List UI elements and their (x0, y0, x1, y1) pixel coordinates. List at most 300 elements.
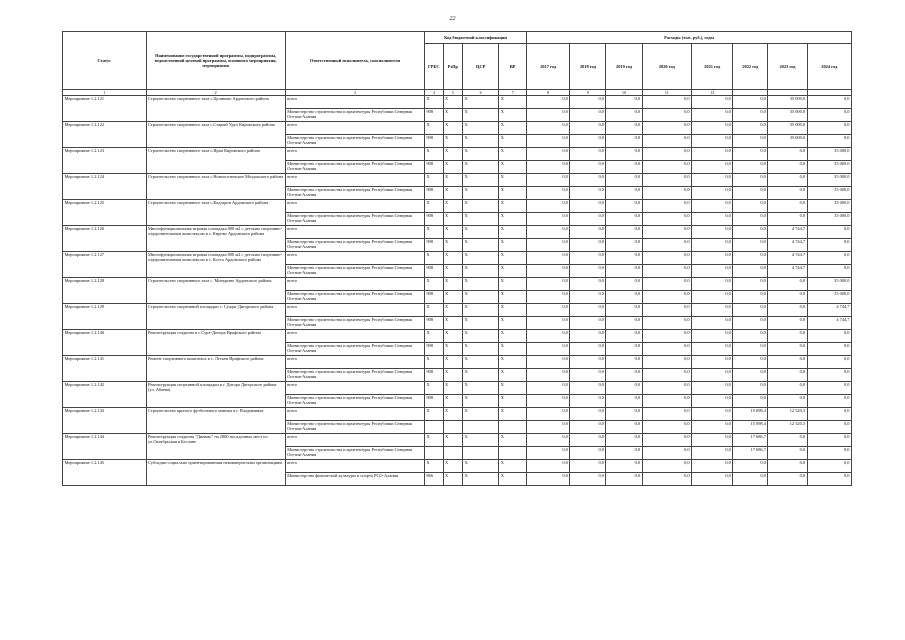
expense-value-cell: 0,0 (807, 330, 851, 343)
column-number: 5 (443, 90, 463, 96)
expense-value-cell: 0,0 (570, 239, 606, 252)
expense-value-cell: 0,0 (768, 291, 807, 304)
expense-value-cell: 0,0 (733, 460, 768, 473)
executor-cell: Министерство строительства и архитектуры Республики Северная Осетия-Алания (285, 447, 424, 460)
executor-cell: всего (285, 226, 424, 239)
budget-code-cell: Х (424, 174, 443, 187)
expense-value-cell: 0,0 (606, 369, 642, 382)
table-row (63, 252, 852, 265)
budget-code-cell: Х (499, 356, 527, 369)
budget-code-cell: Х (424, 304, 443, 317)
budget-code-cell: Х (463, 122, 499, 135)
budget-code-cell: Х (443, 382, 463, 395)
expense-value-cell: 0,0 (807, 135, 851, 148)
budget-code-cell: Х (443, 408, 463, 421)
expense-value-cell: 0,0 (527, 200, 570, 213)
activity-status: Мероприятие 1.2.122 (63, 122, 147, 148)
header-code-grbs: ГРБС (424, 44, 443, 90)
page-number: 22 (449, 16, 456, 22)
expense-value-cell: 0,0 (527, 148, 570, 161)
budget-code-cell: Х (463, 239, 499, 252)
expense-value-cell: 0,0 (642, 187, 692, 200)
expense-value-cell: 0,0 (606, 382, 642, 395)
expense-value-cell: 0,0 (733, 213, 768, 226)
activity-name: Строительство спортивного зала с. Мичурино Ардонского района (146, 278, 285, 304)
activity-name: Строительство спортивной площадки с. Суадаг Дигорского района (146, 304, 285, 330)
budget-code-cell: Х (499, 252, 527, 265)
expense-value-cell: 0,0 (570, 395, 606, 408)
budget-code-cell: Х (443, 109, 463, 122)
budget-code-cell (499, 447, 527, 460)
budget-code-cell: Х (499, 122, 527, 135)
expense-value-cell: 0,0 (733, 291, 768, 304)
budget-code-cell: Х (443, 304, 463, 317)
expense-value-cell: 0,0 (692, 460, 733, 473)
budget-code-cell: Х (463, 265, 499, 278)
budget-code-cell: Х (499, 369, 527, 382)
executor-cell: всего (285, 382, 424, 395)
budget-code-cell (499, 421, 527, 434)
header-expenses: Расходы (тыс. руб.), годы (527, 32, 852, 44)
expense-value-cell: 0,0 (768, 473, 807, 486)
expense-value-cell: 0,0 (733, 252, 768, 265)
budget-code-cell: Х (499, 317, 527, 330)
budget-code-cell: Х (424, 278, 443, 291)
expense-value-cell: 0,0 (642, 278, 692, 291)
expense-value-cell: 0,0 (692, 447, 733, 460)
expense-value-cell: 0,0 (692, 161, 733, 174)
budget-code-cell: Х (463, 343, 499, 356)
column-number: 10 (606, 90, 642, 96)
expense-value-cell: 35 000,0 (768, 109, 807, 122)
executor-cell: всего (285, 174, 424, 187)
executor-cell: Министерство строительства и архитектуры Республики Северная Осетия-Алания (285, 265, 424, 278)
column-number: 1 (63, 90, 147, 96)
budget-code-cell: Х (424, 460, 443, 473)
budget-code-cell: Х (443, 369, 463, 382)
budget-code-cell: Х (424, 382, 443, 395)
expense-value-cell: 35 000,0 (807, 213, 851, 226)
column-number: 12 (692, 90, 733, 96)
expense-value-cell: 0,0 (606, 265, 642, 278)
expense-value-cell: 0,0 (807, 421, 851, 434)
expense-value-cell: 0,0 (768, 161, 807, 174)
expense-value-cell: 0,0 (527, 434, 570, 447)
expense-value-cell: 0,0 (733, 473, 768, 486)
activity-status: Мероприятие 1.2.126 (63, 226, 147, 252)
table-row (63, 148, 852, 161)
budget-code-cell: Х (499, 291, 527, 304)
budget-code-cell: Х (443, 226, 463, 239)
expense-value-cell: 0,0 (527, 135, 570, 148)
expense-value-cell: 0,0 (527, 369, 570, 382)
expense-value-cell: 0,0 (527, 226, 570, 239)
budget-code-cell: Х (424, 148, 443, 161)
activity-name: Субсидии социально ориентированным некоммерческим организациям (146, 460, 285, 486)
budget-code-cell: Х (463, 174, 499, 187)
budget-code-cell (443, 421, 463, 434)
budget-code-cell: Х (499, 109, 527, 122)
activity-status: Мероприятие 1.2.143 (63, 408, 147, 434)
column-number: 3 (285, 90, 424, 96)
budget-code-cell: 908 (424, 369, 443, 382)
expense-value-cell: 0,0 (733, 330, 768, 343)
expense-value-cell: 0,0 (733, 109, 768, 122)
executor-cell: Министерство физической культуры и спорта РСО-Алания (285, 473, 424, 486)
activity-name: Многофункциональная игровая площадка 800 м2 с детским спортивно-оздоровительным комплексом в с. Коста Ардонского района (146, 252, 285, 278)
expense-value-cell: 0,0 (642, 122, 692, 135)
column-number: 7 (499, 90, 527, 96)
expense-value-cell: 0,0 (768, 317, 807, 330)
executor-cell: Министерство строительства и архитектуры Республики Северная Осетия-Алания (285, 161, 424, 174)
expense-value-cell: 35 000,0 (768, 122, 807, 135)
expense-value-cell: 0,0 (807, 434, 851, 447)
executor-cell: Министерство строительства и архитектуры Республики Северная Осетия-Алания (285, 421, 424, 434)
expense-value-cell: 0,0 (733, 135, 768, 148)
expense-value-cell: 0,0 (570, 96, 606, 109)
budget-code-cell: Х (463, 382, 499, 395)
activity-status: Мероприятие 1.2.140 (63, 330, 147, 356)
expense-value-cell: 0,0 (692, 473, 733, 486)
activity-status: Мероприятие 1.2.123 (63, 148, 147, 174)
expense-value-cell: 0,0 (606, 291, 642, 304)
expense-value-cell: 0,0 (606, 161, 642, 174)
expense-value-cell: 0,0 (527, 317, 570, 330)
header-year: 2023 год (768, 44, 807, 90)
column-number: 2 (146, 90, 285, 96)
budget-code-cell: Х (443, 187, 463, 200)
expense-value-cell: 0,0 (692, 434, 733, 447)
budget-code-cell (424, 447, 443, 460)
expense-value-cell: 0,0 (692, 304, 733, 317)
expense-value-cell: 0,0 (642, 239, 692, 252)
expense-value-cell: 17 686,7 (733, 447, 768, 460)
expense-value-cell: 0,0 (606, 460, 642, 473)
expense-value-cell: 0,0 (692, 291, 733, 304)
expense-value-cell: 0,0 (642, 382, 692, 395)
expense-value-cell: 4 744,7 (807, 304, 851, 317)
expense-value-cell: 0,0 (606, 330, 642, 343)
expense-value-cell: 0,0 (692, 330, 733, 343)
budget-code-cell: 908 (424, 395, 443, 408)
budget-code-cell: Х (443, 460, 463, 473)
budget-code-cell: Х (463, 434, 499, 447)
expense-value-cell: 0,0 (733, 239, 768, 252)
expense-value-cell: 0,0 (692, 96, 733, 109)
expense-value-cell: 0,0 (570, 460, 606, 473)
executor-cell: Министерство строительства и архитектуры Республики Северная Осетия-Алания (285, 291, 424, 304)
expense-value-cell: 0,0 (527, 330, 570, 343)
budget-code-cell: Х (463, 369, 499, 382)
expense-value-cell: 0,0 (642, 148, 692, 161)
expense-value-cell: 0,0 (606, 343, 642, 356)
expense-value-cell: 0,0 (606, 408, 642, 421)
expense-value-cell: 0,0 (606, 252, 642, 265)
expense-value-cell: 0,0 (606, 304, 642, 317)
budget-code-cell: Х (443, 343, 463, 356)
expense-value-cell: 0,0 (570, 304, 606, 317)
expense-value-cell: 12 520,3 (768, 421, 807, 434)
expense-value-cell: 0,0 (606, 174, 642, 187)
activity-status: Мероприятие 1.2.141 (63, 356, 147, 382)
expense-value-cell: 0,0 (570, 213, 606, 226)
executor-cell: Министерство строительства и архитектуры Республики Северная Осетия-Алания (285, 317, 424, 330)
expense-value-cell: 0,0 (768, 174, 807, 187)
expense-value-cell: 0,0 (642, 109, 692, 122)
budget-code-cell: Х (463, 226, 499, 239)
table-row (63, 330, 852, 343)
expense-value-cell: 0,0 (527, 473, 570, 486)
expense-value-cell: 0,0 (642, 265, 692, 278)
expense-value-cell: 0,0 (692, 109, 733, 122)
expense-value-cell: 0,0 (692, 213, 733, 226)
expense-value-cell: 0,0 (606, 122, 642, 135)
expense-value-cell: 0,0 (807, 408, 851, 421)
budget-code-cell: Х (499, 161, 527, 174)
header-year: 2017 год (527, 44, 570, 90)
expense-value-cell: 0,0 (692, 226, 733, 239)
expense-value-cell: 0,0 (733, 161, 768, 174)
activity-name: Ремонт спортивного комплекса в с. Лескен Ирафского района (146, 356, 285, 382)
expense-value-cell: 0,0 (527, 278, 570, 291)
expense-value-cell: 0,0 (570, 330, 606, 343)
budget-code-cell: Х (443, 161, 463, 174)
budget-code-cell: Х (443, 473, 463, 486)
budget-code-cell: Х (499, 343, 527, 356)
expense-value-cell: 15 098,4 (733, 421, 768, 434)
expense-value-cell: 0,0 (692, 421, 733, 434)
budget-code-cell (443, 447, 463, 460)
expense-value-cell: 0,0 (642, 304, 692, 317)
expense-value-cell: 0,0 (733, 187, 768, 200)
budget-code-cell: 908 (424, 265, 443, 278)
expense-value-cell: 0,0 (733, 395, 768, 408)
expense-value-cell: 0,0 (807, 460, 851, 473)
expense-value-cell: 0,0 (570, 148, 606, 161)
executor-cell: всего (285, 200, 424, 213)
budget-code-cell: Х (424, 356, 443, 369)
expense-value-cell: 0,0 (807, 109, 851, 122)
budget-code-cell: 908 (424, 135, 443, 148)
expense-value-cell: 0,0 (768, 356, 807, 369)
budget-code-cell: Х (443, 239, 463, 252)
budget-code-cell: Х (424, 330, 443, 343)
budget-code-cell: 908 (424, 317, 443, 330)
expense-value-cell: 0,0 (692, 343, 733, 356)
expense-value-cell: 0,0 (527, 382, 570, 395)
expense-value-cell: 0,0 (606, 96, 642, 109)
expense-value-cell: 0,0 (527, 109, 570, 122)
table-row (63, 174, 852, 187)
budget-code-cell: Х (463, 395, 499, 408)
budget-code-cell: Х (443, 174, 463, 187)
expense-value-cell: 0,0 (527, 343, 570, 356)
expense-value-cell: 0,0 (570, 291, 606, 304)
expense-value-cell: 0,0 (527, 161, 570, 174)
expense-value-cell: 0,0 (527, 122, 570, 135)
expense-value-cell: 0,0 (768, 434, 807, 447)
executor-cell: всего (285, 122, 424, 135)
expense-value-cell: 0,0 (768, 200, 807, 213)
expense-value-cell: 0,0 (570, 408, 606, 421)
executor-cell: Министерство строительства и архитектуры Республики Северная Осетия-Алания (285, 239, 424, 252)
budget-code-cell: Х (463, 304, 499, 317)
budget-code-cell: Х (424, 122, 443, 135)
expense-value-cell: 0,0 (527, 460, 570, 473)
budget-code-cell: Х (499, 278, 527, 291)
expense-value-cell: 35 000,0 (768, 135, 807, 148)
expense-value-cell: 0,0 (733, 174, 768, 187)
budget-code-cell: Х (443, 148, 463, 161)
expense-value-cell: 4 744,7 (768, 252, 807, 265)
budget-code-cell: Х (443, 200, 463, 213)
expense-value-cell: 0,0 (606, 239, 642, 252)
expense-value-cell: 0,0 (570, 200, 606, 213)
header-year: 2020 год (642, 44, 692, 90)
activity-status: Мероприятие 1.2.129 (63, 304, 147, 330)
budget-code-cell: Х (499, 200, 527, 213)
activity-status: Мероприятие 1.2.121 (63, 96, 147, 122)
budget-code-cell: Х (463, 161, 499, 174)
budget-code-cell: Х (463, 473, 499, 486)
expense-value-cell: 0,0 (692, 135, 733, 148)
expense-value-cell: 0,0 (570, 343, 606, 356)
expense-value-cell: 0,0 (768, 460, 807, 473)
table-body (63, 90, 852, 486)
header-name: Наименование государственной программы, подпрограммы, ведомственной целевой программы, основного мероприятия, мероприятия (146, 32, 285, 90)
expense-value-cell: 0,0 (570, 434, 606, 447)
expense-value-cell: 0,0 (527, 187, 570, 200)
header-budget-code: Код бюджетной классификации (424, 32, 526, 44)
expense-value-cell: 0,0 (606, 473, 642, 486)
expense-value-cell: 0,0 (527, 213, 570, 226)
expense-value-cell: 0,0 (570, 135, 606, 148)
expense-value-cell: 4 744,7 (768, 239, 807, 252)
executor-cell: всего (285, 278, 424, 291)
expense-value-cell: 35 000,0 (807, 174, 851, 187)
executor-cell: Министерство строительства и архитектуры Республики Северная Осетия-Алания (285, 187, 424, 200)
activity-name: Строительство спортивного зала с.Кадгарон Ардонского района (146, 200, 285, 226)
expense-value-cell: 0,0 (642, 226, 692, 239)
expense-value-cell: 0,0 (768, 447, 807, 460)
budget-code-cell: Х (463, 109, 499, 122)
activity-name: Строительство спортивного зала с.Цаликово Ардонского района (146, 96, 285, 122)
header-year: 2019 год (606, 44, 642, 90)
expense-value-cell: 0,0 (570, 356, 606, 369)
expense-value-cell: 0,0 (527, 265, 570, 278)
budget-code-cell: Х (443, 122, 463, 135)
budget-code-cell: Х (443, 135, 463, 148)
budget-code-cell: Х (443, 317, 463, 330)
expense-value-cell: 0,0 (642, 161, 692, 174)
expense-value-cell: 0,0 (807, 265, 851, 278)
expense-value-cell: 0,0 (642, 291, 692, 304)
expense-value-cell: 0,0 (606, 187, 642, 200)
expense-value-cell: 0,0 (527, 96, 570, 109)
expense-value-cell: 0,0 (642, 135, 692, 148)
executor-cell: всего (285, 356, 424, 369)
expense-value-cell: 0,0 (733, 317, 768, 330)
expense-value-cell: 0,0 (570, 187, 606, 200)
column-number: 11 (642, 90, 692, 96)
expense-value-cell: 0,0 (642, 200, 692, 213)
expense-value-cell: 0,0 (807, 395, 851, 408)
table-row (63, 200, 852, 213)
budget-code-cell: Х (499, 148, 527, 161)
budget-code-cell: 908 (424, 213, 443, 226)
activity-status: Мероприятие 1.2.127 (63, 252, 147, 278)
executor-cell: всего (285, 252, 424, 265)
activity-status: Мероприятие 1.2.128 (63, 278, 147, 304)
budget-code-cell: Х (463, 252, 499, 265)
executor-cell: всего (285, 434, 424, 447)
expense-value-cell: 4 744,7 (768, 265, 807, 278)
activity-status: Мероприятие 1.2.124 (63, 174, 147, 200)
budget-table (62, 31, 852, 486)
budget-code-cell (463, 447, 499, 460)
expense-value-cell: 0,0 (570, 265, 606, 278)
expense-value-cell: 0,0 (692, 187, 733, 200)
expense-value-cell: 35 000,0 (807, 278, 851, 291)
expense-value-cell: 35 000,0 (807, 200, 851, 213)
header-year: 2018 год (570, 44, 606, 90)
expense-value-cell: 0,0 (768, 369, 807, 382)
expense-value-cell: 0,0 (768, 213, 807, 226)
expense-value-cell: 0,0 (527, 174, 570, 187)
table-row (63, 122, 852, 135)
expense-value-cell: 0,0 (642, 343, 692, 356)
header-code-rzpr: РзПр (443, 44, 463, 90)
expense-value-cell: 0,0 (733, 148, 768, 161)
budget-code-cell: Х (443, 330, 463, 343)
table-row (63, 278, 852, 291)
column-number: 6 (463, 90, 499, 96)
expense-value-cell: 35 000,0 (807, 161, 851, 174)
budget-code-cell: Х (443, 213, 463, 226)
expense-value-cell: 0,0 (733, 122, 768, 135)
expense-value-cell: 0,0 (642, 317, 692, 330)
expense-value-cell: 0,0 (768, 187, 807, 200)
budget-code-cell: Х (463, 408, 499, 421)
activity-name: Строительство спортивного зала с.Новоосетинское Моздокского района (146, 174, 285, 200)
budget-code-cell: Х (499, 187, 527, 200)
expense-value-cell: 35 000,0 (768, 96, 807, 109)
expense-value-cell: 0,0 (642, 369, 692, 382)
budget-code-cell: Х (463, 148, 499, 161)
expense-value-cell: 0,0 (692, 148, 733, 161)
expense-value-cell: 0,0 (733, 369, 768, 382)
expense-value-cell: 0,0 (642, 447, 692, 460)
budget-code-cell: 908 (424, 109, 443, 122)
table-row (63, 382, 852, 395)
expense-value-cell: 0,0 (642, 252, 692, 265)
header-status: Статус (63, 32, 147, 90)
expense-value-cell: 0,0 (733, 343, 768, 356)
budget-code-cell: Х (499, 96, 527, 109)
header-year: 2021 год (692, 44, 733, 90)
expense-value-cell: 0,0 (768, 330, 807, 343)
expense-value-cell: 0,0 (692, 200, 733, 213)
expense-value-cell: 15 098,4 (733, 408, 768, 421)
expense-value-cell: 0,0 (642, 174, 692, 187)
expense-value-cell: 0,0 (570, 278, 606, 291)
expense-value-cell: 0,0 (807, 226, 851, 239)
budget-code-cell: Х (443, 291, 463, 304)
expense-value-cell: 0,0 (807, 369, 851, 382)
header-executor: Ответственный исполнитель, соисполнители (285, 32, 424, 90)
expense-value-cell: 4 744,7 (807, 317, 851, 330)
expense-value-cell: 0,0 (642, 395, 692, 408)
